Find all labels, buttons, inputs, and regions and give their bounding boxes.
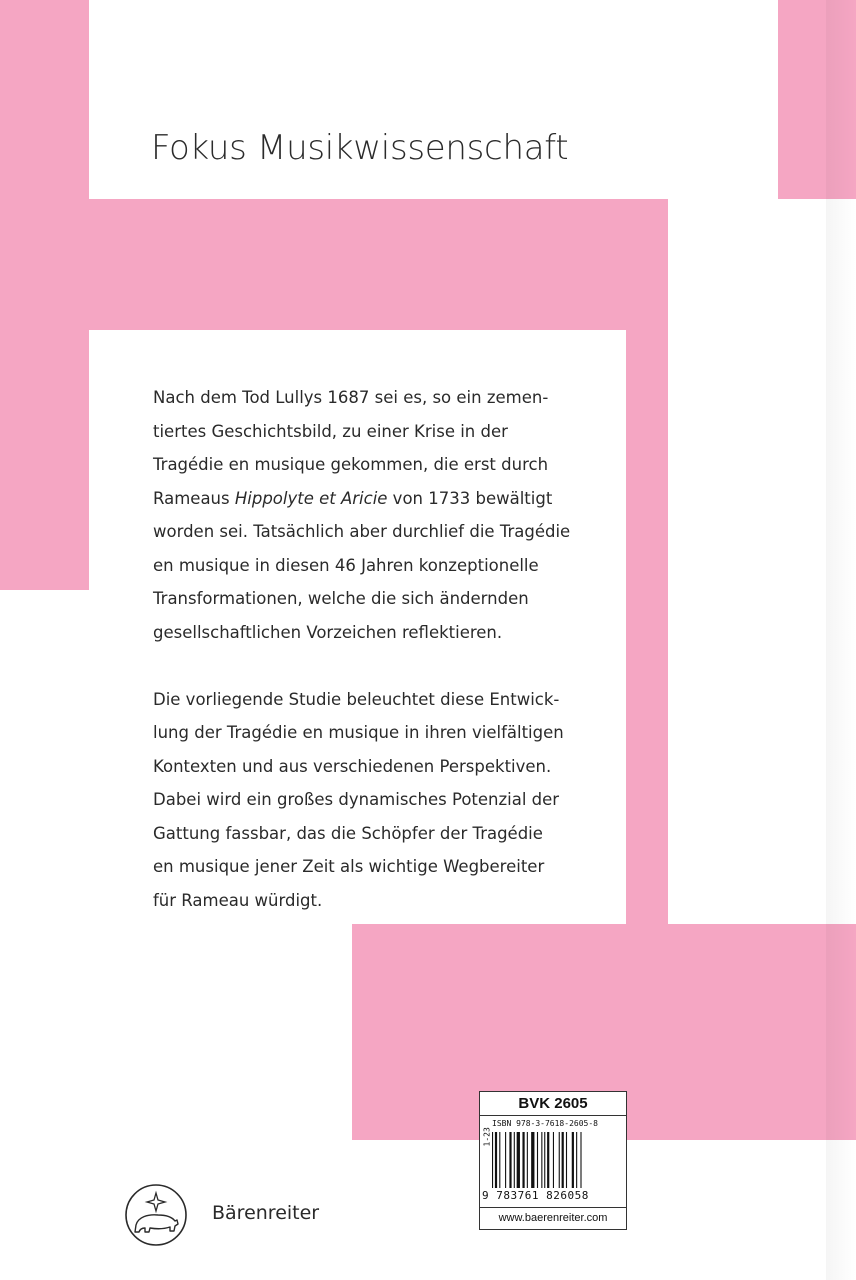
pink-block-left xyxy=(0,0,89,590)
blurb-line: Dabei wird ein großes dynamisches Potenzial der xyxy=(153,790,560,809)
barcode-icon xyxy=(492,1132,616,1188)
ean-digits: 9 783761 826058 xyxy=(482,1189,589,1202)
blurb-line: Die vorliegende Studie beleuchtet diese Entwick- xyxy=(153,689,560,709)
isbn-text: ISBN 978-3-7618-2605-8 xyxy=(492,1119,598,1128)
spine-shadow xyxy=(826,0,856,1280)
blurb-line: Transformationen, welche die sich ändernden xyxy=(153,589,529,608)
blurb-text-segment: von 1733 bewältigt xyxy=(387,488,553,508)
opera-title: Hippolyte et Aricie xyxy=(234,488,388,508)
side-code: 1-23 xyxy=(482,1127,492,1147)
paragraph-gap xyxy=(153,649,623,683)
blurb-line: lung der Tragédie en musique in ihren vielfältigen xyxy=(153,723,564,742)
blurb-line: gesellschaftlichen Vorzeichen reflektieren. xyxy=(153,622,503,642)
blurb-line: tiertes Geschichtsbild, zu einer Krise in der xyxy=(153,421,508,441)
blurb-line: en musique jener Zeit als wichtige Wegbereiter xyxy=(153,857,545,876)
publisher-url: www.baerenreiter.com xyxy=(480,1207,626,1229)
blurb-line: Nach dem Tod Lullys 1687 sei es, so ein zemen- xyxy=(153,388,549,407)
bear-logo-icon xyxy=(124,1183,188,1247)
order-number: BVK 2605 xyxy=(480,1092,626,1116)
pink-block-center-band xyxy=(89,199,668,330)
barcode-box xyxy=(479,1091,627,1230)
blurb-line: en musique in diesen 46 Jahren konzeptionelle xyxy=(153,555,539,575)
series-title: Fokus Musikwissenschaft xyxy=(151,128,569,168)
blurb-line: worden sei. Tatsächlich aber durchlief die Tragédie xyxy=(153,522,571,541)
blurb-text-segment: Rameaus xyxy=(153,488,235,508)
blurb-line: Kontexten und aus verschiedenen Perspektiven. xyxy=(153,756,552,776)
blurb-line: für Rameau würdigt. xyxy=(153,890,323,910)
blurb-line: Gattung fassbar, das die Schöpfer der Tragédie xyxy=(153,823,543,843)
blurb-line: Tragédie en musique gekommen, die erst durch xyxy=(153,455,549,474)
publisher-name: Bärenreiter xyxy=(212,1202,320,1224)
pink-block-center-right xyxy=(626,199,668,924)
blurb-text xyxy=(153,381,623,917)
blurb-line xyxy=(153,482,623,516)
